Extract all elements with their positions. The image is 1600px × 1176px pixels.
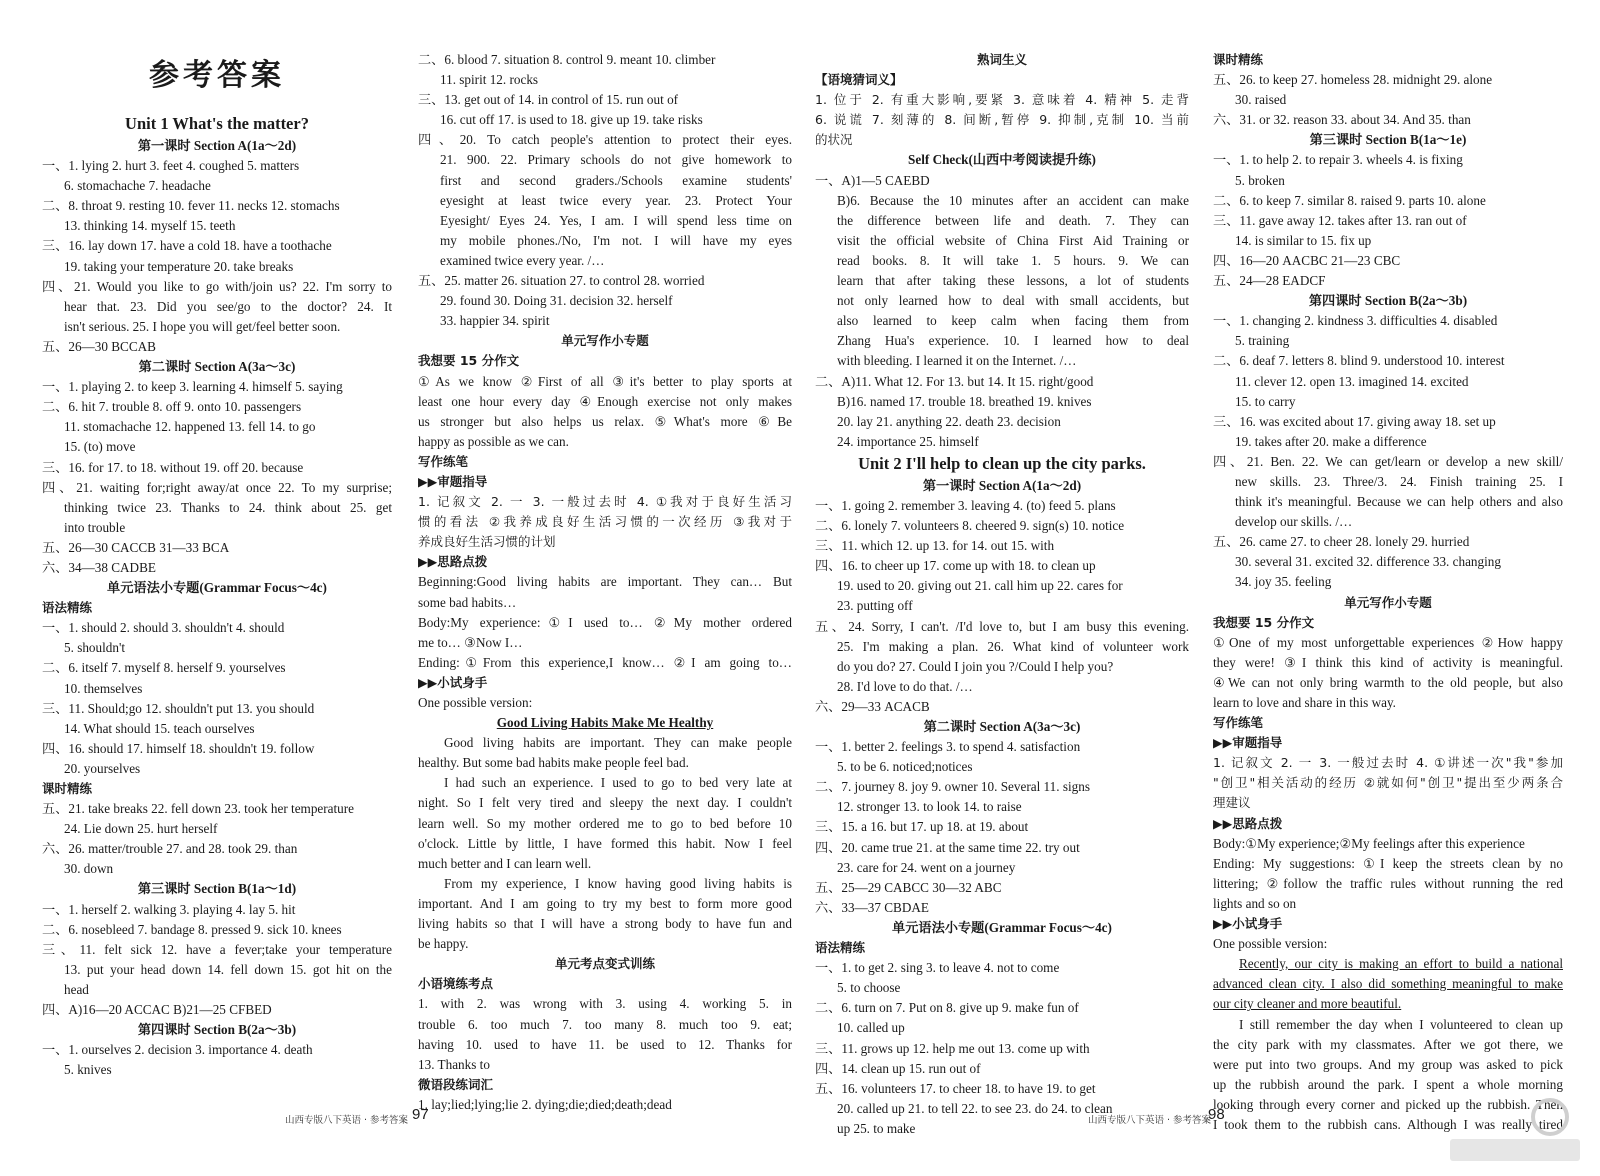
answer-line: 13. thinking 14. myself 15. teeth bbox=[64, 218, 236, 234]
answer-line: 四、A)16—20 ACCAC B)21—25 CFBED bbox=[42, 1002, 272, 1018]
answer-line: they were! ③I think this kind of activity is meaningful. bbox=[1213, 654, 1563, 670]
answer-line: 第二课时 Section A(3a～3c) bbox=[923, 719, 1081, 734]
answer-line: 五、26—30 CACCB 31—33 BCA bbox=[42, 539, 230, 555]
answer-line: 11. spirit 12. rocks bbox=[440, 72, 539, 88]
answer-line: 单元语法小专题(Grammar Focus～4c) bbox=[892, 919, 1112, 935]
answer-line: Ending: My suggestions: ①I keep the streets clean by no bbox=[1213, 855, 1563, 871]
answer-line: 5. broken bbox=[1235, 172, 1285, 188]
answer-line: 一、1. going 2. remember 3. leaving 4. (to) feed 5. plans bbox=[815, 497, 1116, 513]
answer-line: Self Check(山西中考阅读提升练) bbox=[908, 152, 1096, 168]
answer-line: 二、7. journey 8. joy 9. owner 10. Several 11. signs bbox=[815, 779, 1090, 795]
answer-line: Recently, our city is making an effort to build a national bbox=[1239, 956, 1563, 972]
answer-line: ①As we know ②First of all ③it's better to play sports at bbox=[418, 373, 792, 389]
answer-line: I took them to the rubbish cans. Although I was really tired bbox=[1213, 1116, 1563, 1132]
answer-line: 一、1. herself 2. walking 3. playing 4. lay 5. hit bbox=[42, 901, 296, 917]
answer-line: 5. to choose bbox=[837, 980, 901, 996]
answer-line: 二、6. to keep 7. similar 8. raised 9. parts 10. alone bbox=[1213, 192, 1486, 208]
answer-line: 微语段练词汇 bbox=[418, 1076, 494, 1092]
answer-line: 我想要 15 分作文 bbox=[1213, 614, 1315, 630]
answer-line: 13. put your head down 14. fell down 15. got hit on the bbox=[64, 961, 392, 977]
answer-line: 五、25. matter 26. situation 27. to control 28. worried bbox=[418, 273, 705, 289]
answer-line: 三、13. get out of 14. in control of 15. run out of bbox=[418, 92, 679, 108]
answer-line: 5. to be 6. noticed;notices bbox=[837, 759, 973, 775]
answer-line: ①One of my most unforgettable experiences ②How happy bbox=[1213, 634, 1563, 650]
answer-line: 五、24. Sorry, I can't. /I'd love to, but I am busy this evening. bbox=[815, 618, 1189, 634]
answer-line: be happy. bbox=[418, 936, 469, 952]
answer-line: 28. I'd love to do that. /… bbox=[837, 678, 973, 694]
answer-line: the difference between life and death. 7. They can bbox=[837, 212, 1189, 228]
answer-line: 三、16. was excited about 17. giving away 18. set up bbox=[1213, 413, 1496, 429]
answer-line: 课时精练 bbox=[42, 781, 93, 796]
answer-line: One possible version: bbox=[418, 695, 533, 710]
answer-line: 二、6. lonely 7. volunteers 8. cheered 9. sign(s) 10. notice bbox=[815, 518, 1125, 534]
answer-line: into trouble bbox=[64, 519, 126, 535]
answer-line: 二、8. throat 9. resting 10. fever 11. necks 12. stomachs bbox=[42, 198, 340, 214]
answer-line: Good Living Habits Make Me Healthy bbox=[496, 715, 714, 731]
answer-line: examined twice every year. /… bbox=[440, 252, 605, 268]
answer-line: ▶▶思路点拨 bbox=[1213, 815, 1283, 831]
answer-line: 四、16. should 17. himself 18. shouldn't 19. follow bbox=[42, 740, 315, 756]
answer-line: 四、16—20 AACBC 21—23 CBC bbox=[1213, 252, 1401, 268]
answer-line: 写作练笔 bbox=[418, 453, 469, 469]
answer-line: 5. knives bbox=[64, 1062, 112, 1078]
answer-line: living habits so that I will have a strong body to have fun and bbox=[418, 916, 792, 932]
answer-line: 24. Lie down 25. hurt herself bbox=[64, 821, 218, 837]
answer-line: B)16. named 17. trouble 18. breathed 19. knives bbox=[837, 393, 1092, 409]
answer-line: some bad habits… bbox=[418, 594, 517, 610]
answer-line: 三、11. grows up 12. help me out 13. come up with bbox=[815, 1040, 1090, 1056]
answer-line: 我想要 15 分作文 bbox=[418, 353, 520, 369]
answer-line: 六、29—33 ACACB bbox=[815, 698, 930, 714]
answer-line: 第三课时 Section B(1a～1e) bbox=[1309, 132, 1467, 148]
answer-line: 1. 记叙文 2. 一 3. 一般过去时 4. ①讲述一次"我"参加 bbox=[1213, 755, 1563, 771]
answer-line: 五、26—30 BCCAB bbox=[42, 338, 156, 354]
answer-line: Zhang Hua's experience. 10. I learned how to deal bbox=[837, 333, 1189, 349]
answer-line: 一、1. better 2. feelings 3. to spend 4. satisfaction bbox=[815, 739, 1081, 755]
answer-line: I had such an experience. I used to go to bed very late at bbox=[444, 775, 792, 791]
answer-line: B)6. Because the 10 minutes after an accident can make bbox=[837, 192, 1189, 208]
answer-line: also learned to keep calm when facing them from bbox=[837, 313, 1189, 329]
answer-line: 六、33—37 CBDAE bbox=[815, 899, 929, 915]
answer-line: 五、16. volunteers 17. to cheer 18. to have 19. to get bbox=[815, 1080, 1096, 1096]
answer-line: 二、A)11. What 12. For 13. but 14. It 15. right/good bbox=[815, 373, 1094, 389]
answer-line: read books. 8. It will take 1. 5 hours. 9. We can bbox=[837, 252, 1189, 268]
answer-line: ④We can not only bring warmth to the old people, but also bbox=[1213, 674, 1563, 690]
answer-line: 11. clever 12. open 13. imagined 14. excited bbox=[1235, 373, 1469, 389]
column-1 bbox=[42, 50, 392, 1080]
answer-line: 熟词生义 bbox=[976, 52, 1027, 67]
answer-line: night. So I felt very tired and sleepy the next day. I couldn't bbox=[418, 795, 792, 811]
answer-line: trouble 6. too much 7. too many 8. much too 9. eat; bbox=[418, 1016, 792, 1032]
answer-line: 20. called up 21. to tell 22. to see 23. do 24. to clean bbox=[837, 1100, 1113, 1116]
answer-line: 15. to carry bbox=[1235, 393, 1296, 409]
answer-line: 19. used to 20. giving out 21. call him up 22. cares for bbox=[837, 578, 1123, 594]
answer-line: Eyesight/ Eyes 24. Yes, I am. I will spend less time on bbox=[440, 212, 792, 228]
answer-line: learn well. So my mother ordered me to go to bed before 10 bbox=[418, 815, 792, 831]
answer-line: 二、6. itself 7. myself 8. herself 9. yourselves bbox=[42, 660, 286, 676]
answer-line: learn that after taking these lessons, a lot of students bbox=[837, 273, 1189, 289]
answer-line: 的状况 bbox=[815, 132, 853, 148]
answer-line: our city cleaner and more beautiful. bbox=[1213, 996, 1402, 1012]
answer-line: 五、24—28 EADCF bbox=[1213, 273, 1326, 289]
answer-line: much better and I can learn well. bbox=[418, 855, 592, 871]
answer-line: 19. takes after 20. make a difference bbox=[1235, 433, 1427, 449]
footer-right-label: 山西专版八下英语 · 参考答案 bbox=[1088, 1115, 1212, 1126]
answer-line: 5. training bbox=[1235, 333, 1290, 349]
answer-line: 25. I'm making a plan. 26. What kind of volunteer work bbox=[837, 638, 1189, 654]
answer-line: 四、21. Ben. 22. We can get/learn or develop a new skill/ bbox=[1213, 453, 1563, 469]
answer-line: Unit 1 What's the matter? bbox=[125, 114, 309, 133]
answer-line: 二、6. deaf 7. letters 8. blind 9. understood 10. interest bbox=[1213, 353, 1505, 369]
answer-line: 写作练笔 bbox=[1213, 715, 1264, 731]
answer-line: looking through every corner and picked up the rubbish. Then bbox=[1213, 1096, 1563, 1112]
answer-line: 单元考点变式训练 bbox=[554, 956, 655, 972]
answer-line: littering; ②follow the traffic rules without running the red bbox=[1213, 875, 1563, 891]
answer-line: Good living habits are important. They can make people bbox=[444, 735, 792, 751]
answer-line: 30. raised bbox=[1235, 92, 1287, 108]
answer-line: 一、1. should 2. should 3. shouldn't 4. should bbox=[42, 620, 285, 636]
answer-line: 10. called up bbox=[837, 1020, 905, 1036]
answer-line: 一、A)1—5 CAEBD bbox=[815, 172, 930, 188]
answer-line: not only learned how to deal with small accidents, but bbox=[837, 293, 1189, 309]
answer-line: 第一课时 Section A(1a～2d) bbox=[922, 477, 1082, 493]
answer-line: 24. importance 25. himself bbox=[837, 433, 979, 449]
answer-line: 二、6. blood 7. situation 8. control 9. meant 10. climber bbox=[418, 52, 716, 67]
answer-line: the city park with my classmates. After we got there, we bbox=[1213, 1036, 1563, 1052]
answer-line: 16. cut off 17. is used to 18. give up 19. take risks bbox=[440, 112, 703, 128]
answer-line: do you do? 27. Could I join you ?/Could I help you? bbox=[837, 658, 1114, 674]
answer-line: important. And I am going to try my best to form more good bbox=[418, 895, 792, 911]
answer-line: 四、16. to cheer up 17. come up with 18. to clean up bbox=[815, 558, 1096, 574]
answer-line: 六、31. or 32. reason 33. about 34. And 35. than bbox=[1213, 112, 1471, 128]
answer-line: 一、1. ourselves 2. decision 3. importance 4. death bbox=[42, 1042, 313, 1058]
answer-line: 1. 记叙文 2. 一 3. 一般过去时 4. ①我对于良好生活习 bbox=[418, 494, 792, 510]
answer-line: 一、1. changing 2. kindness 3. difficulties 4. disabled bbox=[1213, 313, 1498, 329]
answer-line: 20. yourselves bbox=[64, 760, 141, 776]
answer-line: with bleeding. I learned it on the Internet. /… bbox=[837, 353, 1077, 369]
answer-line: ▶▶思路点拨 bbox=[418, 554, 488, 570]
answer-line: 23. care for 24. went on a journey bbox=[837, 859, 1016, 875]
answer-line: 养成良好生活习惯的计划 bbox=[418, 534, 556, 550]
answer-line: head bbox=[64, 981, 89, 997]
answer-line: up 25. to make bbox=[837, 1120, 916, 1136]
answer-line: ▶▶审题指导 bbox=[1213, 735, 1283, 751]
answer-line: Beginning:Good living habits are important. They can… But bbox=[418, 574, 792, 590]
answer-line: 四、21. waiting for;right away/at once 22. To my surprise; bbox=[42, 479, 392, 495]
answer-line: 15. (to) move bbox=[64, 439, 136, 455]
answer-line: visit the official website of China First Aid Training or bbox=[837, 232, 1189, 248]
answer-line: were put into two groups. And my group was asked to pick bbox=[1213, 1056, 1563, 1072]
answer-line: 三、16. lay down 17. have a cold 18. have a toothache bbox=[42, 238, 332, 254]
answer-line: 5. shouldn't bbox=[64, 640, 125, 656]
answer-line: 四、14. clean up 15. run out of bbox=[815, 1060, 981, 1076]
answer-line: ▶▶小试身手 bbox=[1213, 916, 1283, 932]
answer-line: 第四课时 Section B(2a～3b) bbox=[1308, 293, 1468, 309]
answer-line: 33. happier 34. spirit bbox=[440, 313, 550, 329]
answer-line: 一、1. lying 2. hurt 3. feet 4. coughed 5. matters bbox=[42, 158, 300, 174]
answer-line: 1. with 2. was wrong with 3. using 4. working 5. in bbox=[418, 996, 792, 1012]
answer-line: 四、21. Would you like to go with/join us? 22. I'm sorry to bbox=[42, 278, 392, 294]
answer-line: 五、26. came 27. to cheer 28. lonely 29. hurried bbox=[1213, 534, 1470, 550]
answer-line: 第三课时 Section B(1a～1d) bbox=[137, 881, 297, 897]
answer-line: 四、20. came true 21. at the same time 22. try out bbox=[815, 839, 1080, 855]
answer-line: 6. stomachache 7. headache bbox=[64, 178, 211, 194]
answer-line: think it's meaningful. Because we can help others and also bbox=[1235, 494, 1563, 510]
answer-line: hear that. 23. Did you see/go to the doctor? 24. It bbox=[64, 298, 392, 314]
answer-line: lights and so on bbox=[1213, 895, 1297, 911]
answer-line: 一、1. playing 2. to keep 3. learning 4. himself 5. saying bbox=[42, 379, 343, 395]
answer-line: 五、25—29 CABCC 30—32 ABC bbox=[815, 879, 1002, 895]
answer-line: 20. lay 21. anything 22. death 23. decision bbox=[837, 413, 1061, 429]
watermark-logo-icon bbox=[1430, 1095, 1590, 1165]
column-3 bbox=[815, 50, 1189, 1139]
answer-line: 三、11. which 12. up 13. for 14. out 15. with bbox=[815, 538, 1055, 554]
answer-line: 三、16. for 17. to 18. without 19. off 20. because bbox=[42, 459, 304, 475]
answer-line: 一、1. to help 2. to repair 3. wheels 4. is fixing bbox=[1213, 152, 1463, 168]
answer-line: 课时精练 bbox=[1213, 52, 1264, 67]
answer-line: From my experience, I know having good living habits is bbox=[444, 875, 792, 891]
answer-line: 19. taking your temperature 20. take breaks bbox=[64, 258, 294, 274]
answer-line: One possible version: bbox=[1213, 936, 1328, 952]
answer-line: 【语境猜词义】 bbox=[815, 72, 903, 88]
answer-line: 13. Thanks to bbox=[418, 1056, 490, 1072]
answer-line: 一、1. to get 2. sing 3. to leave 4. not to come bbox=[815, 960, 1060, 976]
answer-line: 10. themselves bbox=[64, 680, 143, 696]
answer-line: 三、11. Should;go 12. shouldn't put 13. you should bbox=[42, 700, 315, 716]
answer-line: 第四课时 Section B(2a～3b) bbox=[137, 1022, 297, 1038]
answer-line: least one hour every day ④Enough exercise not only makes bbox=[418, 393, 792, 409]
answer-line: 单元写作小专题 bbox=[1344, 594, 1432, 610]
page-number-left: 97 bbox=[412, 1106, 429, 1123]
answer-line: learn to love and share in this way. bbox=[1213, 695, 1396, 710]
answer-line: 11. stomachache 12. happened 13. fell 14. to go bbox=[64, 419, 316, 435]
answer-line: 语法精练 bbox=[815, 940, 866, 956]
answer-line: 1. lay;lied;lying;lie 2. dying;die;died;death;dead bbox=[418, 1096, 672, 1112]
answer-line: 二、6. hit 7. trouble 8. off 9. onto 10. passengers bbox=[42, 399, 302, 415]
answer-line: up the rubbish around the park. I spent a whole morning bbox=[1213, 1076, 1563, 1092]
answer-line: happy as possible as we can. bbox=[418, 433, 569, 449]
answer-line: 21. 900. 22. Primary schools do not give homework to bbox=[440, 152, 792, 168]
column-4 bbox=[1213, 50, 1563, 1135]
answer-line: 二、6. turn on 7. Put on 8. give up 9. make fun of bbox=[815, 1000, 1079, 1016]
answer-line: 理建议 bbox=[1213, 795, 1251, 811]
answer-line: first and second graders./Schools examine students' bbox=[440, 172, 792, 188]
answer-line: 二、6. nosebleed 7. bandage 8. pressed 9. sick 10. knees bbox=[42, 921, 342, 937]
answer-line: 第一课时 Section A(1a～2d) bbox=[137, 138, 297, 153]
page-number-right: 98 bbox=[1208, 1106, 1225, 1123]
answer-line: 五、26. to keep 27. homeless 28. midnight 29. alone bbox=[1213, 72, 1493, 88]
answer-line: me to… ③Now I… bbox=[418, 634, 523, 650]
answer-line: I still remember the day when I volunteered to clean up bbox=[1239, 1016, 1563, 1032]
answer-line: 三、15. a 16. but 17. up 18. at 19. about bbox=[815, 819, 1029, 835]
answer-line: new skills. 23. Three/3. 24. Finish training 25. I bbox=[1235, 473, 1563, 489]
answer-line: eyesight at least twice every year. 23. Protect Your bbox=[440, 192, 792, 208]
answer-line: ▶▶小试身手 bbox=[418, 674, 488, 690]
answer-line: healthy. But some bad habits make people feel bad. bbox=[418, 755, 689, 771]
answer-line: isn't serious. 25. I hope you will get/feel better soon. bbox=[64, 318, 341, 334]
answer-line: thinking twice 23. Thanks to 24. think about 25. get bbox=[64, 499, 392, 515]
answer-line: 34. joy 35. feeling bbox=[1235, 574, 1332, 590]
answer-line: 1. 位于 2. 有重大影响,要紧 3. 意味着 4. 精神 5. 走背 bbox=[815, 92, 1189, 108]
answer-line: Unit 2 I'll help to clean up the city parks. bbox=[858, 453, 1146, 473]
answer-line: 14. is similar to 15. fix up bbox=[1235, 232, 1372, 248]
answer-line: 语法精练 bbox=[42, 600, 93, 616]
answer-line: 参考答案 bbox=[149, 58, 285, 93]
answer-line: 三、11. felt sick 12. have a fever;take your temperature bbox=[42, 941, 392, 957]
answer-line: 23. putting off bbox=[837, 598, 913, 614]
answer-line: Ending:①From this experience,I know… ②I am going to… bbox=[418, 654, 792, 670]
answer-line: 单元语法小专题(Grammar Focus～4c) bbox=[107, 580, 327, 596]
answer-line: 惯的看法 ②我养成良好生活习惯的一次经历 ③我对于 bbox=[418, 514, 792, 530]
answer-line: advanced clean city. I also did something meaningful to make bbox=[1213, 976, 1563, 992]
answer-line: 三、11. gave away 12. takes after 13. ran out of bbox=[1213, 212, 1467, 228]
answer-line: 四、20. To catch people's attention to protect their eyes. bbox=[418, 132, 792, 148]
answer-line: my mobile phones./No, I'm not. I will have my eyes bbox=[440, 232, 792, 248]
answer-line: having 10. used to have 11. be used to 12. Thanks for bbox=[418, 1036, 792, 1052]
answer-line: 六、26. matter/trouble 27. and 28. took 29. than bbox=[42, 841, 298, 857]
answer-line: 五、21. take breaks 22. fell down 23. took her temperature bbox=[42, 801, 355, 817]
answer-line: develop our skills. /… bbox=[1235, 514, 1353, 530]
answer-line: 12. stronger 13. to look 14. to raise bbox=[837, 799, 1022, 815]
answer-line: 6. 说谎 7. 刻薄的 8. 间断,暂停 9. 抑制,克制 10. 当前 bbox=[815, 112, 1189, 128]
answer-line: 29. found 30. Doing 31. decision 32. herself bbox=[440, 293, 673, 309]
answer-line: 第二课时 Section A(3a～3c) bbox=[138, 359, 296, 375]
answer-line: ▶▶审题指导 bbox=[418, 473, 488, 489]
footer-left-label: 山西专版八下英语 · 参考答案 bbox=[285, 1115, 409, 1126]
answer-line: 小语境练考点 bbox=[418, 976, 494, 992]
answer-line: "创卫"相关活动的经历 ②就如何"创卫"提出至少两条合 bbox=[1213, 775, 1563, 791]
answer-line: 单元写作小专题 bbox=[561, 333, 649, 349]
answer-line: 30. several 31. excited 32. difference 33. changing bbox=[1235, 554, 1501, 570]
answer-line: us stronger but also helps us relax. ⑤What's more ⑥Be bbox=[418, 413, 792, 429]
column-2 bbox=[418, 50, 792, 1115]
answer-line: 30. down bbox=[64, 861, 114, 877]
answer-line: 六、34—38 CADBE bbox=[42, 559, 156, 575]
answer-line: 14. What should 15. teach ourselves bbox=[64, 720, 255, 736]
answer-line: o'clock. Little by little, I have formed this habit. Now I feel bbox=[418, 835, 792, 851]
answer-line: Body:My experience:①I used to… ②My mother ordered bbox=[418, 614, 792, 630]
answer-line: Body:①My experience;②My feelings after this experience bbox=[1213, 835, 1525, 851]
